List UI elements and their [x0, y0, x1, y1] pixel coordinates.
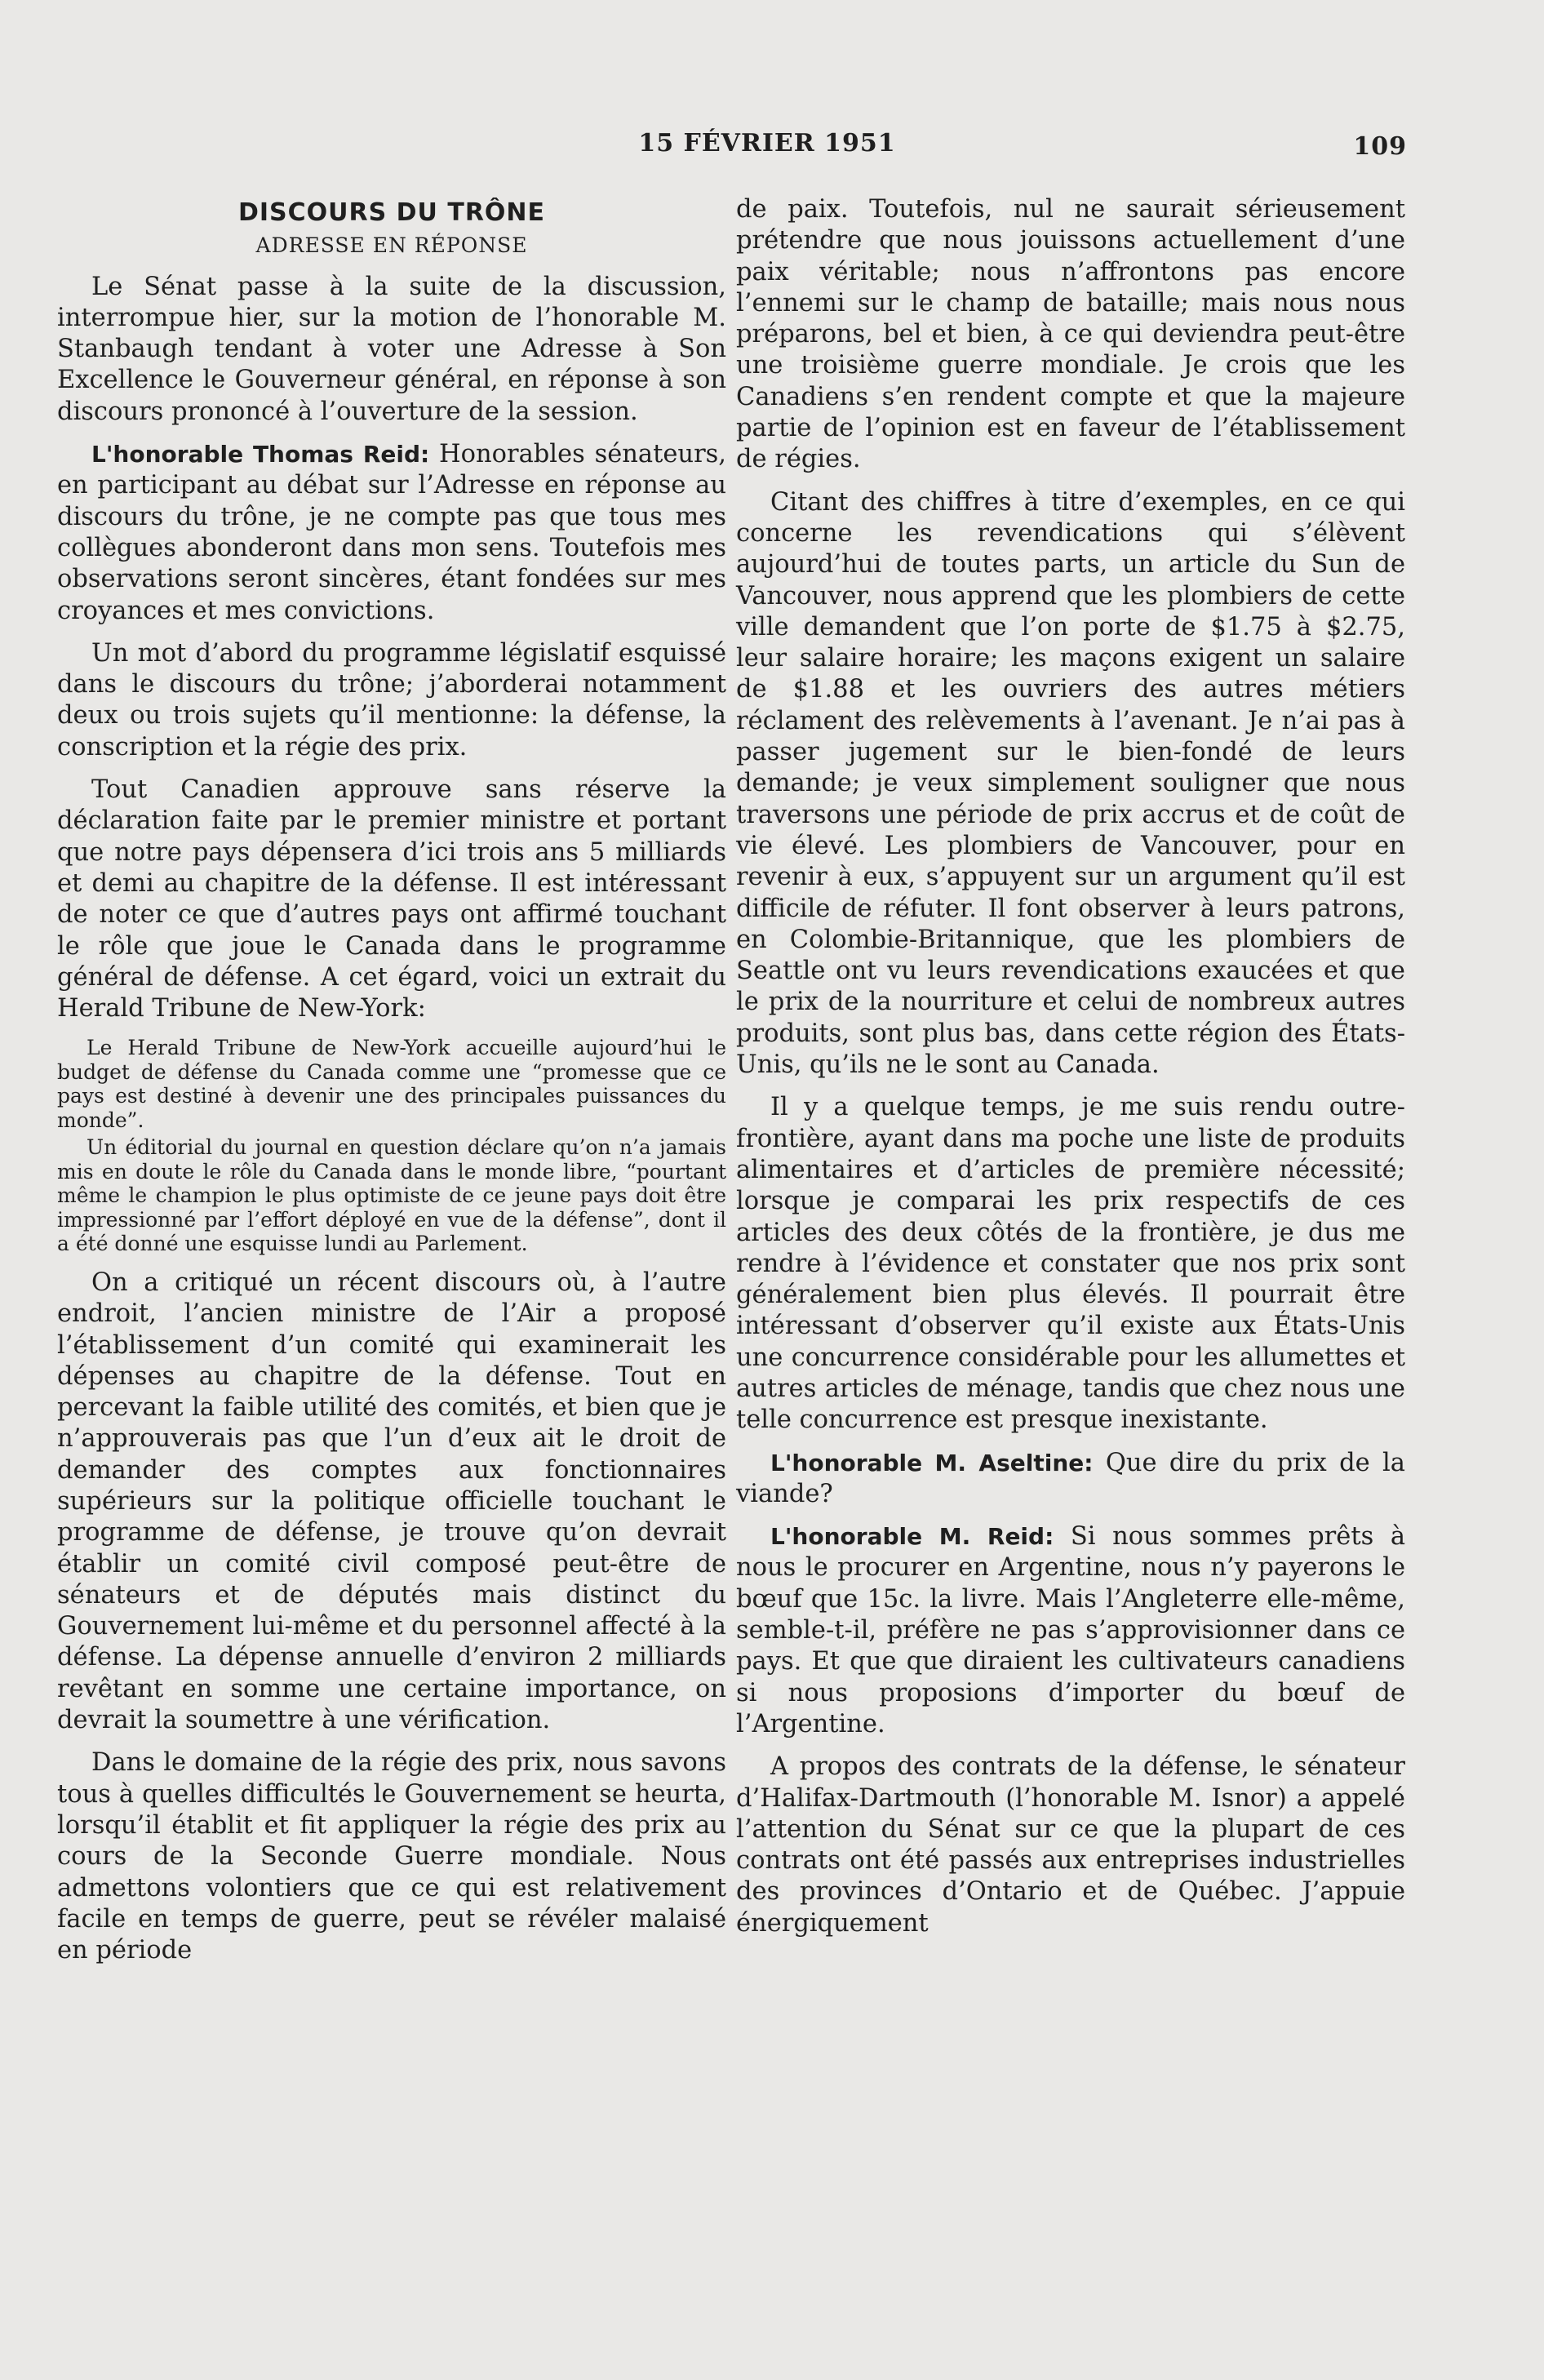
page-number: 109 [1353, 132, 1407, 161]
header-date: 15 FÉVRIER 1951 [638, 129, 896, 158]
paragraph: Dans le domaine de la régie des prix, nous savons tous à quelles difficultés le Gouvernement se heurta, lorsqu’il établit et fit appliquer la régie des prix au cours de la Seconde Guerre mondiale. Nous admettons volontiers que ce qui est relativement facile en temps de guerre, peut se révéler malaisé en période [57, 1748, 726, 1965]
left-column [57, 194, 726, 1978]
quotation: Un éditorial du journal en question déclare qu’on n’a jamais mis en doute le rôle du Canada dans le monde libre, “pourtant même le champion le plus optimiste de ce jeune pays doit être impressionné par l’effort déployé en vue de la défense”, dont il a été donné une esquisse lundi au Parlement. [57, 1135, 726, 1256]
paragraph-text: Que dire du prix de la viande? [736, 1448, 1405, 1508]
speaker-name: L'honorable M. Aseltine: [770, 1449, 1094, 1476]
paragraph: de paix. Toutefois, nul ne saurait sérieusement prétendre que nous jouissons actuellement d’une paix véritable; nous n’affrontons pas encore l’ennemi sur le champ de bataille; mais nous nous préparons, bel et bien, à ce qui deviendra peut-être une troisième guerre mondiale. Je crois que les Canadiens s’en rendent compte et que la majeure partie de l’opinion est en faveur de l’établissement de régies. [736, 195, 1405, 474]
section-title: DISCOURS DU TRÔNE [237, 198, 546, 227]
page-header [0, 129, 1544, 170]
paragraph: Il y a quelque temps, je me suis rendu outre-frontière, ayant dans ma poche une liste de produits alimentaires et d’articles de première nécessité; lorsque je comparai les prix respectifs de ces articles des deux côtés de la frontière, je dus me rendre à l’évidence et constater que nos prix sont généralement bien plus élevés. Il pourrait être intéressant d’observer qu’il existe aux États-Unis une concurrence considérable pour les allumettes et autres articles de ménage, tandis que chez nous une telle concurrence est presque inexistante. [736, 1093, 1405, 1435]
speaker-name: L'honorable M. Reid: [770, 1523, 1054, 1551]
paragraph: Tout Canadien approuve sans réserve la déclaration faite par le premier ministre et portant que notre pays dépensera d’ici trois ans 5 milliards et demi au chapitre de la défense. Il est intéressant de noter ce que d’autres pays ont affirmé touchant le rôle que joue le Canada dans le programme général de défense. A cet égard, voici un extrait du Herald Tribune de New-York: [57, 775, 726, 1023]
paragraph-text: Honorables sénateurs, en participant au débat sur l’Adresse en réponse au discours du trône, je ne compte pas que tous mes collègues abonderont dans mon sens. Toutefois mes observations seront sincères, étant fondées sur mes croyances et mes convictions. [57, 440, 726, 625]
speaker-name: L'honorable Thomas Reid: [91, 441, 430, 468]
paragraph: Citant des chiffres à titre d’exemples, en ce qui concerne les revendications qui s’élèvent aujourd’hui de toutes parts, un article du Sun de Vancouver, nous apprend que les plombiers de cette ville demandent que l’on porte de $1.75 à $2.75, leur salaire horaire; les maçons exigent un salaire de $1.88 et les ouvriers des autres métiers réclament des relèvements à l’avenant. Je n’ai pas à passer jugement sur le bien-fondé de leurs demande; je veux simplement souligner que nous traversons une période de prix accrus et de coût de vie élevé. Les plombiers de Vancouver, pour en revenir à eux, s’appuyent sur un argument qu’il est difficile de réfuter. Il font observer à leurs patrons, en Colombie-Britannique, que les plombiers de Seattle ont vu leurs revendications exaucées et que le prix de la nourriture et celui de nombreux autres produits, sont plus bas, dans cette région des États-Unis, qu’ils ne le sont au Canada. [736, 487, 1405, 1080]
paragraph-text: Si nous sommes prêts à nous le procurer en Argentine, nous n’y payerons le bœuf que 15c. la livre. Mais l’Angleterre elle-même, semble-t-il, préfère ne pas s’approvisionner dans ce pays. Et que que diraient les cultivateurs canadiens si nous proposions d’importer du bœuf de l’Argentine. [736, 1522, 1405, 1738]
paragraph [57, 439, 726, 627]
right-column [736, 194, 1405, 1951]
paragraph: On a critiqué un récent discours où, à l’autre endroit, l’ancien ministre de l’Air a proposé l’établissement d’un comité qui examinerait les dépenses au chapitre de la défense. Tout en percevant la faible utilité des comités, et bien que je n’approuverais pas que l’un d’eux ait le droit de demander des comptes aux fonctionnaires supérieurs sur la politique officielle touchant le programme de défense, je trouve qu’on devrait établir un comité civil composé peut-être de sénateurs et de députés mais distinct du Gouvernement lui-même et du personnel affecté à la défense. La dépense annuelle d’environ 2 milliards revêtant en somme une certaine importance, on devrait la soumettre à une vérification. [57, 1268, 726, 1735]
quotation: Le Herald Tribune de New-York accueille aujourd’hui le budget de défense du Canada comme une “promesse que ce pays est destiné à devenir une des principales puissances du monde”. [57, 1036, 726, 1132]
paragraph: Un mot d’abord du programme législatif esquissé dans le discours du trône; j’aborderai notamment deux ou trois sujets qu’il mentionne: la défense, la conscription et la régie des prix. [57, 638, 726, 762]
paragraph [736, 1448, 1405, 1511]
paragraph: A propos des contrats de la défense, le sénateur d’Halifax-Dartmouth (l’honorable M. Isnor) a appelé l’attention du Sénat sur ce que la plupart de ces contrats ont été passés aux entreprises industrielles des provinces d’Ontario et de Québec. J’appuie énergiquement [736, 1752, 1405, 1938]
section-subtitle: ADRESSE EN RÉPONSE [255, 233, 528, 258]
paragraph: Le Sénat passe à la suite de la discussion, interrompue hier, sur la motion de l’honorable M. Stanbaugh tendant à voter une Adresse à Son Excellence le Gouverneur général, en réponse à son discours prononcé à l’ouverture de la session. [57, 272, 726, 426]
paragraph [736, 1521, 1405, 1740]
